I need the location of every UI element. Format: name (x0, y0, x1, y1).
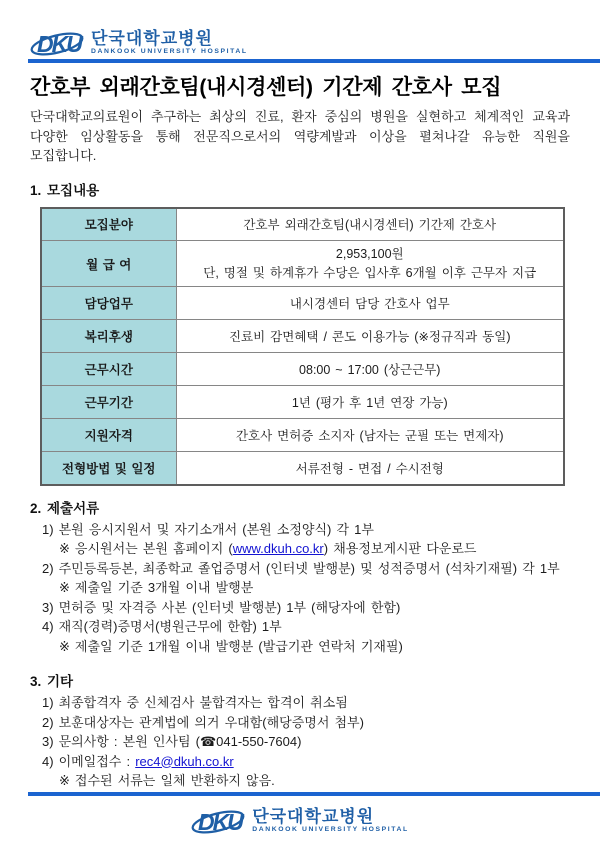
list-item (30, 771, 570, 791)
etc-list (30, 693, 570, 791)
brand-name-korean: 단국대학교병원 (91, 29, 213, 49)
list-item-text: 제출일 기준 1개월 이내 발행분 (발급기관 연락처 기재필) (74, 638, 403, 654)
section-2-heading: 2. 제출서류 (30, 500, 100, 516)
list-item-prefix: 1) (42, 695, 54, 710)
list-item-text: 면허증 및 자격증 사본 (인터넷 발행분) 1부 (해당자에 한함) (58, 599, 401, 615)
list-item-text: 접수된 서류는 일체 반환하지 않음. (74, 773, 275, 788)
row-value: 08:00 ~ 17:00 (상근근무) (176, 353, 564, 386)
list-item (30, 713, 570, 733)
list-item (30, 732, 570, 752)
footer-divider (28, 792, 600, 796)
list-item (30, 617, 570, 637)
list-item-prefix: ※ (59, 773, 70, 788)
svg-text:DKU: DKU (37, 31, 81, 57)
brand-name-english: DANKOOK UNIVERSITY HOSPITAL (252, 826, 409, 834)
row-label: 담당업무 (41, 287, 176, 320)
table-row (41, 320, 564, 353)
list-item-prefix: 3) (42, 734, 54, 749)
svg-text:DKU: DKU (198, 809, 243, 835)
document-body (30, 71, 570, 791)
page-title: 간호부 외래간호팀(내시경센터) 기간제 간호사 모집 (30, 76, 502, 99)
row-value: 서류전형 - 면접 / 수시전형 (176, 452, 564, 485)
list-item-prefix: 3) (42, 599, 54, 615)
list-item (30, 520, 570, 540)
list-item-prefix: 2) (42, 560, 54, 576)
row-value: 간호부 외래간호팀(내시경센터) 기간제 간호사 (176, 208, 564, 241)
list-item-prefix: 2) (42, 714, 54, 730)
list-item (30, 637, 570, 657)
list-item-text: 최종합격자 중 신체검사 불합격자는 합격이 취소됨 (58, 695, 348, 710)
row-value: 간호사 면허증 소지자 (남자는 군필 또는 면제자) (176, 419, 564, 452)
row-value: 진료비 감면혜택 / 콘도 이용가능 (※정규직과 동일) (176, 320, 564, 353)
list-item-text: 제출일 기준 3개월 이내 발행분 (74, 580, 254, 595)
row-label: 전형방법 및 일정 (41, 452, 176, 485)
list-item (30, 578, 570, 598)
list-item-text: 재직(경력)증명서(병원근무에 한함) 1부 (58, 619, 282, 634)
brand-name-korean: 단국대학교병원 (252, 807, 375, 827)
list-item-text: ) 채용정보게시판 다운로드 (323, 541, 477, 556)
homepage-link[interactable]: www.dkuh.co.kr (232, 541, 324, 556)
footer (0, 792, 600, 838)
list-item-text: 이메일접수 : (58, 753, 136, 769)
row-label: 근무시간 (41, 353, 176, 386)
list-item-text: 응시원서는 본원 홈페이지 ( (74, 541, 233, 556)
list-item-text: 보훈대상자는 관계법에 의거 우대함(해당증명서 첨부) (58, 714, 364, 730)
intro-text: 단국대학교의료원이 추구하는 최상의 진료, 환자 중심의 병원을 실현하고 체계적인 교육과 다양한 임상활동을 통해 전문직으로서의 역량계발과 이상을 펼쳐나갈 유능한 직원을 모집합니다. (30, 109, 570, 163)
table-row (41, 452, 564, 485)
recruit-table (40, 207, 565, 486)
list-item-prefix: 4) (42, 753, 54, 769)
table-row (41, 419, 564, 452)
table-row (41, 287, 564, 320)
row-value: 2,953,100원 단, 명절 및 하계휴가 수당은 입사후 6개월 이후 근무자 지급 (176, 241, 564, 287)
dku-logo-icon (191, 804, 247, 838)
header-logo (30, 26, 248, 60)
table-row (41, 241, 564, 287)
dku-logo-icon (30, 26, 86, 60)
list-item-prefix: 4) (42, 619, 54, 634)
row-label: 지원자격 (41, 419, 176, 452)
header-divider (28, 59, 600, 63)
row-label: 근무기간 (41, 386, 176, 419)
list-item-text: 본원 응시지원서 및 자기소개서 (본원 소정양식) 각 1부 (58, 521, 374, 537)
list-item (30, 752, 570, 772)
list-item-prefix: ※ (59, 580, 70, 595)
row-value: 1년 (평가 후 1년 연장 가능) (176, 386, 564, 419)
table-row (41, 208, 564, 241)
row-value: 내시경센터 담당 간호사 업무 (176, 287, 564, 320)
table-row (41, 386, 564, 419)
list-item-prefix: ※ (59, 638, 70, 654)
section-1-heading: 1. 모집내용 (30, 182, 100, 198)
documents-list (30, 520, 570, 657)
email-link[interactable]: rec4@dkuh.co.kr (135, 753, 234, 769)
row-label: 복리후생 (41, 320, 176, 353)
row-label: 월 급 여 (41, 241, 176, 287)
list-item-prefix: ※ (59, 541, 70, 556)
brand-name-english: DANKOOK UNIVERSITY HOSPITAL (91, 48, 248, 56)
row-label: 모집분야 (41, 208, 176, 241)
list-item (30, 539, 570, 559)
table-row (41, 353, 564, 386)
list-item-text: 문의사항 : 본원 인사팀 (☎041-550-7604) (58, 734, 302, 749)
footer-logo (191, 804, 409, 838)
list-item (30, 693, 570, 713)
list-item-text: 주민등록등본, 최종학교 졸업증명서 (인터넷 발행분) 및 성적증명서 (석차기재필) 각 1부 (58, 560, 560, 576)
section-3-heading: 3. 기타 (30, 674, 74, 689)
list-item (30, 559, 570, 579)
list-item (30, 598, 570, 618)
list-item-prefix: 1) (42, 521, 54, 537)
